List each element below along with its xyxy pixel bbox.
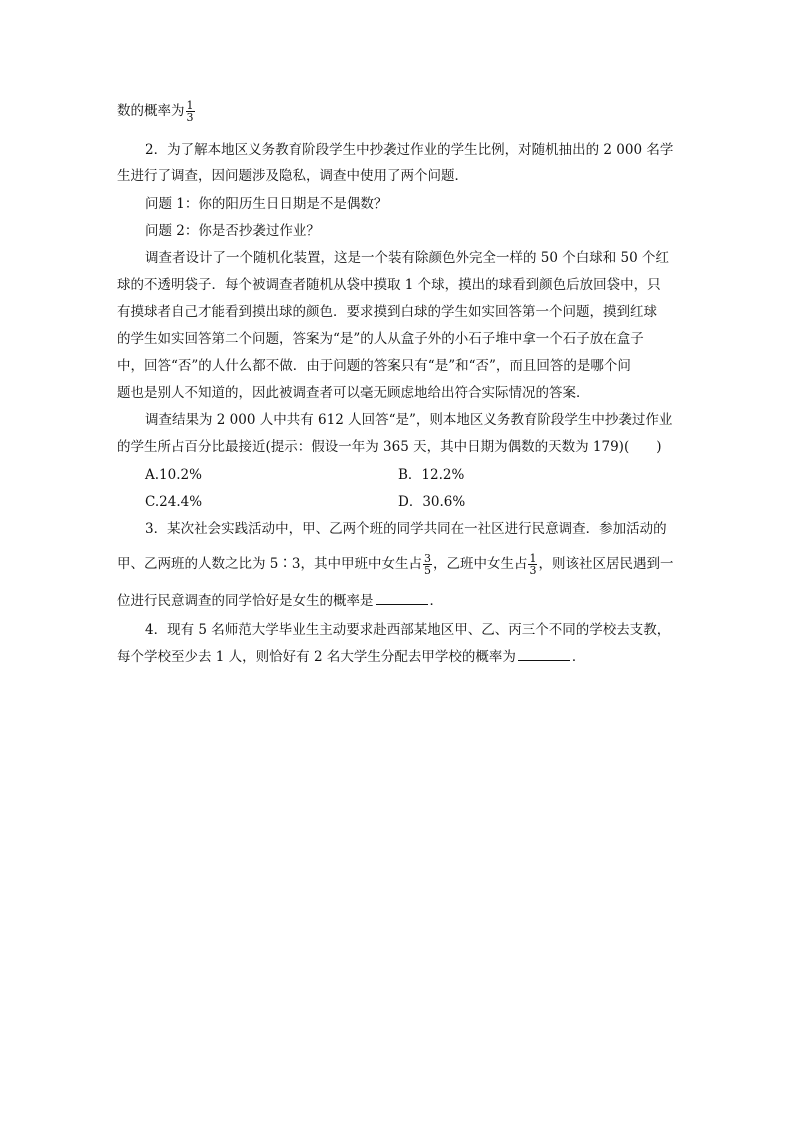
fragment-line xyxy=(117,100,196,123)
q4-answer-blank[interactable] xyxy=(518,648,570,661)
q2-problem-1: 问题 1：你的阳历生日日期是不是偶数？ xyxy=(145,196,388,212)
q2-result-2: 的学生所占百分比最接近(提示：假设一年为 365 天，其中日期为偶数的天数为 179)( ) xyxy=(117,439,662,455)
q2-desc-5: 中，回答“否”的人什么都不做．由于问题的答案只有“是”和“否”，而且回答的是哪个问 xyxy=(117,358,631,374)
q2-option-b: B．12.2% xyxy=(398,467,465,483)
q4-line-1: 4．现有 5 名师范大学毕业生主动要求赴西部某地区甲、乙、丙三个不同的学校去支教， xyxy=(145,622,671,638)
q3-answer-blank[interactable] xyxy=(376,592,428,605)
q2-result-1: 调查结果为 2 000 人中共有 612 人回答“是”，则本地区义务教育阶段学生中抄袭过作业 xyxy=(145,412,673,428)
q4-line-2: 每个学校至少去 1 人，则恰好有 2 名大学生分配去甲学校的概率为 ． xyxy=(117,649,586,665)
q3-line-2: 甲、乙两班的人数之比为 5∶3，其中甲班中女生占 $\frac{3}{5}$ ，乙班中女生占 $\frac{1}{3}$ ，则该社区居民遇到一 xyxy=(117,552,674,577)
q2-option-d: D．30.6% xyxy=(398,494,466,510)
q2-problem-2: 问题 2：你是否抄袭过作业？ xyxy=(145,223,320,239)
q2-desc-1: 调查者设计了一个随机化装置，这是一个装有除颜色外完全一样的 50 个白球和 50 个红 xyxy=(145,250,670,266)
q2-line-1: 2．为了解本地区义务教育阶段学生中抄袭过作业的学生比例，对随机抽出的 2 000 名学 xyxy=(145,142,674,158)
fraction-one-third: $\frac{1}{3}$ xyxy=(186,99,194,124)
q2-option-c: C.24.4% xyxy=(145,494,203,510)
q2-line-2: 生进行了调查，因问题涉及隐私，调查中使用了两个问题． xyxy=(117,168,468,184)
q2-option-a: A.10.2% xyxy=(145,467,202,483)
q3-line-3: 位进行民意调查的同学恰好是女生的概率是 ． xyxy=(117,593,443,609)
q2-desc-2: 球的不透明袋子．每个被调查者随机从袋中摸取 1 个球，摸出的球看到颜色后放回袋中，只 xyxy=(117,277,661,293)
q3-line-1: 3．某次社会实践活动中，甲、乙两个班的同学共同在一社区进行民意调查．参加活动的 xyxy=(145,521,667,537)
q2-desc-3: 有摸球者自己才能看到摸出球的颜色．要求摸到白球的学生如实回答第一个问题，摸到红球 xyxy=(117,304,657,320)
q2-desc-4: 的学生如实回答第二个问题，答案为“是”的人从盒子外的小石子堆中拿一个石子放在盒子 xyxy=(117,331,644,347)
fragment-text: 数的概率为 xyxy=(117,103,185,119)
fraction-three-fifths: $\frac{3}{5}$ xyxy=(423,552,431,577)
fraction-one-third-b: $\frac{1}{3}$ xyxy=(529,552,537,577)
q2-desc-6: 题也是别人不知道的，因此被调查者可以毫无顾虑地给出符合实际情况的答案． xyxy=(117,385,590,401)
